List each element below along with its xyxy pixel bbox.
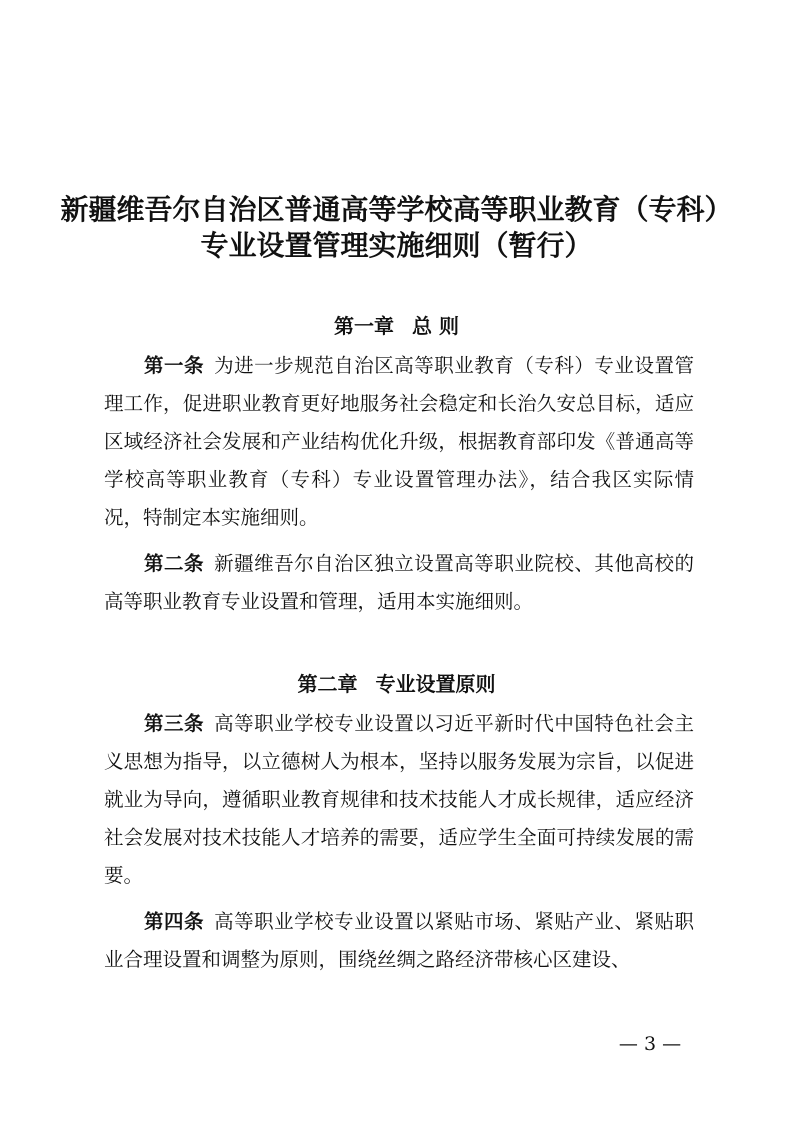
article-paragraph [104, 347, 694, 537]
chapter-name: 总 则 [412, 314, 459, 338]
article-label: 第二条 [144, 552, 205, 575]
page-number: — 3 — [618, 1033, 682, 1055]
chapter-heading-2 [0, 669, 793, 699]
chapter-name: 专业设置原则 [375, 672, 496, 696]
chapter-number: 第二章 [297, 672, 358, 696]
article-text: 为进一步规范自治区高等职业教育（专科）专业设置管理工作，促进职业教育更好地服务社会稳定和长治久安总目标，适应区域经济社会发展和产业结构优化升级，根据教育部印发《普通高等学校高等职业教育（专科）专业设置管理办法》，结合我区实际情况，特制定本实施细则。 [104, 354, 694, 529]
document-title-line-2: 专业设置管理实施细则（暂行） [200, 229, 593, 262]
article-text: 高等职业学校专业设置以紧贴市场、紧贴产业、紧贴职业合理设置和调整为原则，围绕丝绸之路经济带核心区建设、 [104, 910, 694, 971]
document-title-line-1: 新疆维吾尔自治区普通高等学校高等职业教育（专科） [60, 193, 733, 226]
article-paragraph [104, 903, 694, 979]
article-label: 第三条 [144, 712, 205, 735]
article-paragraph [104, 545, 694, 621]
article-label: 第一条 [144, 354, 205, 377]
chapter-heading-1 [0, 311, 793, 341]
article-label: 第四条 [144, 910, 205, 933]
article-paragraph [104, 705, 694, 895]
article-text: 新疆维吾尔自治区独立设置高等职业院校、其他高校的高等职业教育专业设置和管理，适用本实施细则。 [104, 552, 694, 613]
chapter-number: 第一章 [334, 314, 395, 338]
article-text: 高等职业学校专业设置以习近平新时代中国特色社会主义思想为指导，以立德树人为根本，坚持以服务发展为宗旨，以促进就业为导向，遵循职业教育规律和技术技能人才成长规律，适应经济社会发展对技术技能人才培养的需要，适应学生全面可持续发展的需要。 [104, 712, 694, 887]
